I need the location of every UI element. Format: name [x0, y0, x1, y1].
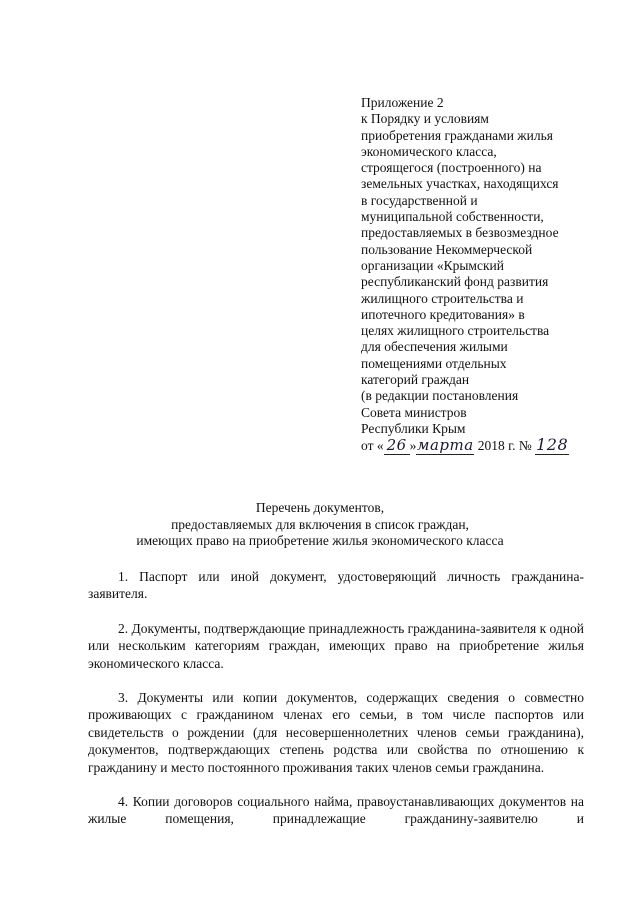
- date-prefix: от «: [361, 438, 384, 454]
- list-item-text: 1. Паспорт или иной документ, удостоверяющий личность гражданина-заявителя.: [88, 569, 584, 602]
- appendix-line: целях жилищного строительства: [361, 323, 550, 339]
- appendix-line: ипотечного кредитования» в: [361, 306, 525, 322]
- list-item-text: 4. Копии договоров социального найма, правоустанавливающих документов на жилые помещения, принадлежащие гражданину-заявителю и: [88, 794, 584, 827]
- title-line-1: Перечень документов,: [255, 500, 385, 515]
- appendix-line: приобретения гражданами жилья: [361, 127, 553, 143]
- appendix-block: [361, 95, 601, 455]
- list-item-text: 3. Документы или копии документов, содержащих сведения о совместно проживающих с гражданином членах его семьи, в том числе паспортов или свидетельств о рождении (для несовершеннолетних членов семьи гражданина), документов, подтверждающих степень родства или свойства по отношению к гражданину и место постоянного проживания таких членов семьи гражданина.: [88, 690, 584, 775]
- appendix-line: Совета министров: [361, 404, 467, 420]
- handwritten-month: марта: [417, 436, 474, 455]
- list-item: [88, 689, 584, 776]
- date-quote-close: »: [409, 438, 417, 454]
- appendix-line: Республики Крым: [361, 420, 466, 436]
- resolution-date-line: [361, 437, 601, 454]
- document-list: [88, 568, 584, 845]
- list-item: [88, 620, 584, 672]
- list-item: [88, 793, 584, 828]
- appendix-line: земельных участках, находящихся: [361, 176, 559, 192]
- appendix-line: республиканский фонд развития: [361, 274, 549, 290]
- appendix-line: экономического класса,: [361, 143, 497, 159]
- title-line-2: предоставляемых для включения в список граждан,: [171, 516, 469, 532]
- appendix-line: организации «Крымский: [361, 257, 504, 273]
- appendix-line: предоставляемых в безвозмездное: [361, 225, 559, 241]
- date-year-text: 2018 г. №: [477, 438, 532, 454]
- appendix-line: к Порядку и условиям: [361, 111, 489, 127]
- appendix-line: для обеспечения жилыми: [361, 339, 508, 355]
- appendix-line: Приложение 2: [361, 95, 444, 110]
- list-item: [88, 568, 584, 603]
- appendix-line: строящегося (построенного) на: [361, 160, 542, 176]
- handwritten-day: 26: [384, 437, 410, 454]
- document-title: [60, 500, 580, 550]
- appendix-line: в государственной и: [361, 192, 478, 208]
- appendix-line: муниципальной собственности,: [361, 209, 544, 225]
- appendix-line: категорий граждан: [361, 372, 470, 388]
- appendix-line: жилищного строительства и: [361, 290, 524, 306]
- appendix-line: (в редакции постановления: [361, 388, 519, 404]
- list-item-text: 2. Документы, подтверждающие принадлежность гражданина-заявителя к одной или нескольким категориям граждан, имеющих право на приобретение жилья экономического класса.: [88, 620, 584, 671]
- handwritten-resolution-number: 128: [536, 435, 569, 455]
- appendix-line: помещениями отдельных: [361, 355, 507, 371]
- title-line-3: имеющих право на приобретение жилья экономического класса: [136, 533, 504, 548]
- appendix-line: пользование Некоммерческой: [361, 241, 533, 257]
